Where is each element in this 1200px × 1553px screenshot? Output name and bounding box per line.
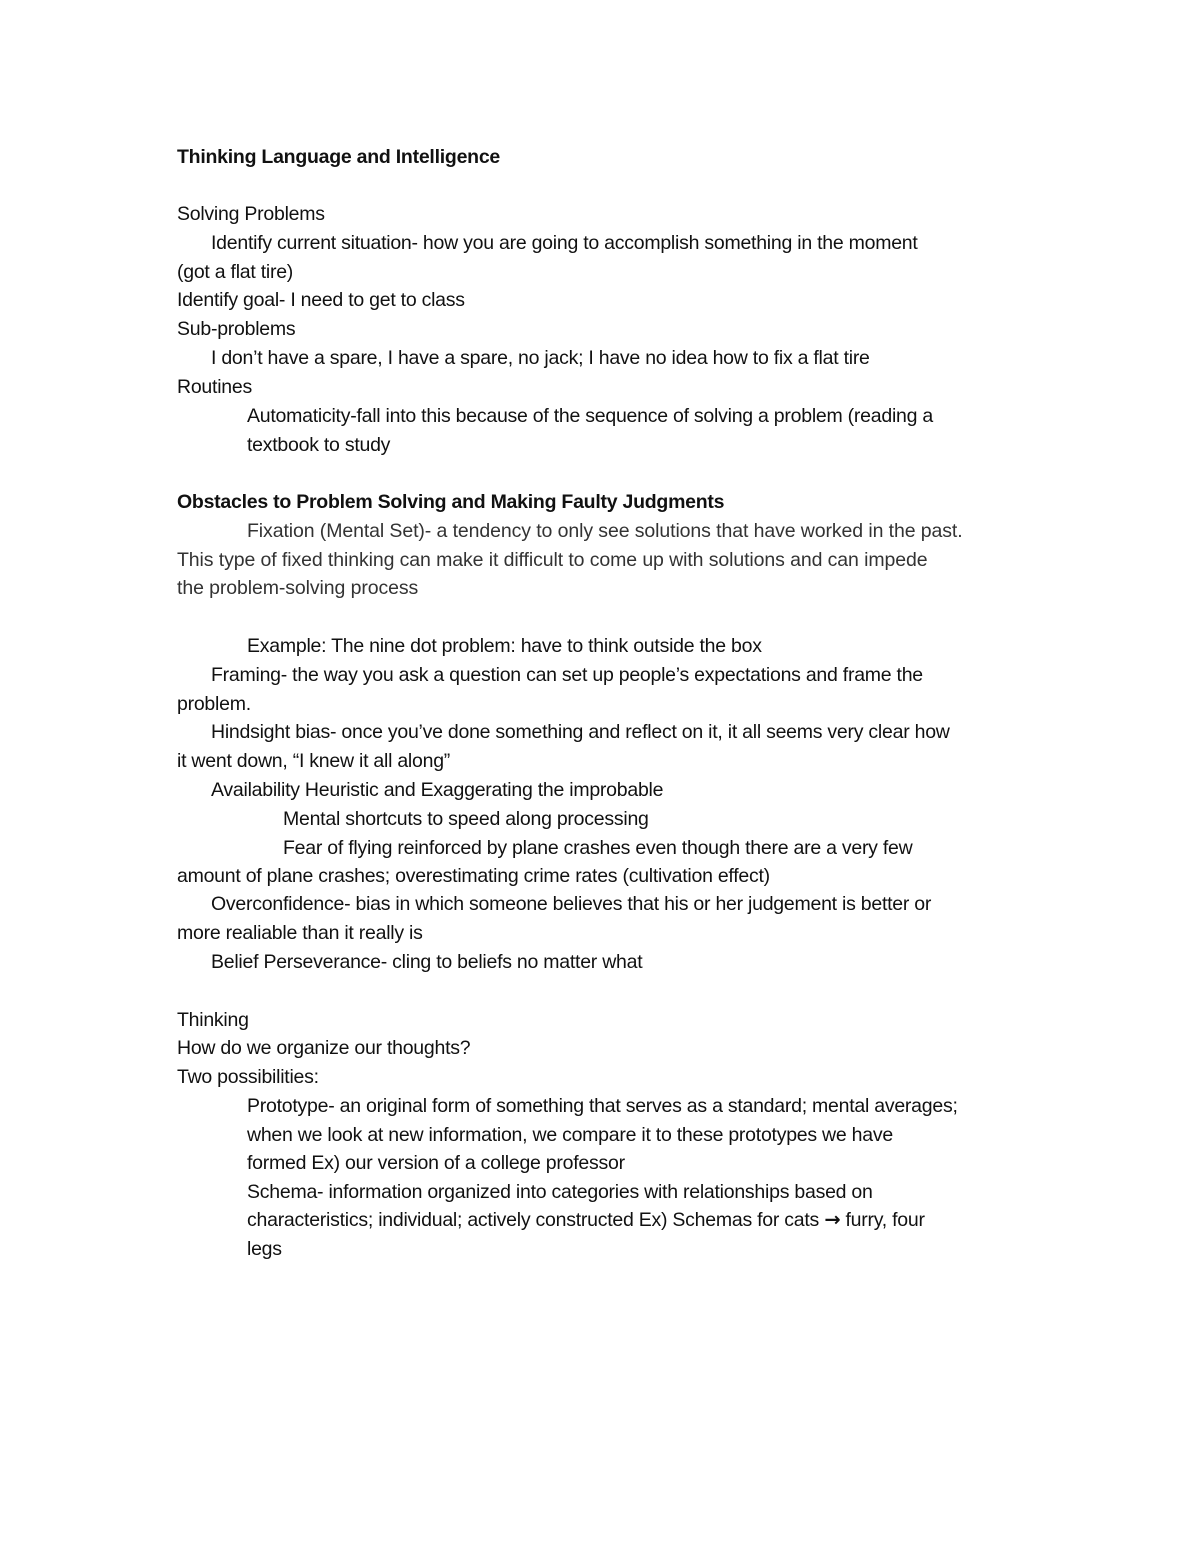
text-line: problem. <box>177 693 251 715</box>
text-line: Hindsight bias- once you’ve done something and reflect on it, it all seems very clear how <box>211 721 950 743</box>
text-line: when we look at new information, we compare it to these prototypes we have <box>247 1124 893 1146</box>
text-line: (got a flat tire) <box>177 261 294 283</box>
text-line: the problem-solving process <box>177 577 419 599</box>
right-arrow-icon: → <box>824 1208 841 1231</box>
text-line: How do we organize our thoughts? <box>177 1037 471 1059</box>
section-heading-solving-problems: Solving Problems <box>177 203 325 225</box>
text-line: Fixation (Mental Set)- a tendency to only see solutions that have worked in the past. <box>247 520 963 542</box>
text-line: Belief Perseverance- cling to beliefs no matter what <box>211 951 643 973</box>
text-line: Identify goal- I need to get to class <box>177 289 465 311</box>
section-heading-obstacles: Obstacles to Problem Solving and Making Faulty Judgments <box>177 491 725 513</box>
text-line: Two possibilities: <box>177 1066 319 1088</box>
text-line: This type of fixed thinking can make it difficult to come up with solutions and can impede <box>177 549 928 571</box>
text-line: Schema- information organized into categories with relationships based on <box>247 1181 873 1203</box>
text-line: Availability Heuristic and Exaggerating the improbable <box>211 779 664 801</box>
text-line: amount of plane crashes; overestimating crime rates (cultivation effect) <box>177 865 770 887</box>
text-line: more realiable than it really is <box>177 922 423 944</box>
text-line: legs <box>247 1238 282 1260</box>
text-line: Automaticity-fall into this because of the sequence of solving a problem (reading a <box>247 405 933 427</box>
text-line: Overconfidence- bias in which someone believes that his or her judgement is better or <box>211 893 932 915</box>
text-line: formed Ex) our version of a college professor <box>247 1152 625 1174</box>
text-line: it went down, “I knew it all along” <box>177 750 451 772</box>
section-heading-thinking: Thinking <box>177 1009 249 1031</box>
document-title: Thinking Language and Intelligence <box>177 146 501 168</box>
subheading-routines: Routines <box>177 376 252 398</box>
text-segment: furry, four <box>845 1209 925 1231</box>
subheading-subproblems: Sub-problems <box>177 318 296 340</box>
text-line: Fear of flying reinforced by plane crashes even though there are a very few <box>283 837 913 859</box>
text-line: Identify current situation- how you are going to accomplish something in the moment <box>211 232 918 254</box>
text-line: textbook to study <box>247 434 391 456</box>
text-line: Mental shortcuts to speed along processing <box>283 808 649 830</box>
text-segment: characteristics; individual; actively constructed Ex) Schemas for cats <box>247 1209 820 1231</box>
text-line: Framing- the way you ask a question can set up people’s expectations and frame the <box>211 664 923 686</box>
text-line <box>247 1208 925 1232</box>
text-line: Prototype- an original form of something that serves as a standard; mental averages; <box>247 1095 958 1117</box>
text-line: Example: The nine dot problem: have to think outside the box <box>247 635 762 657</box>
text-line: I don’t have a spare, I have a spare, no jack; I have no idea how to fix a flat tire <box>211 347 870 369</box>
